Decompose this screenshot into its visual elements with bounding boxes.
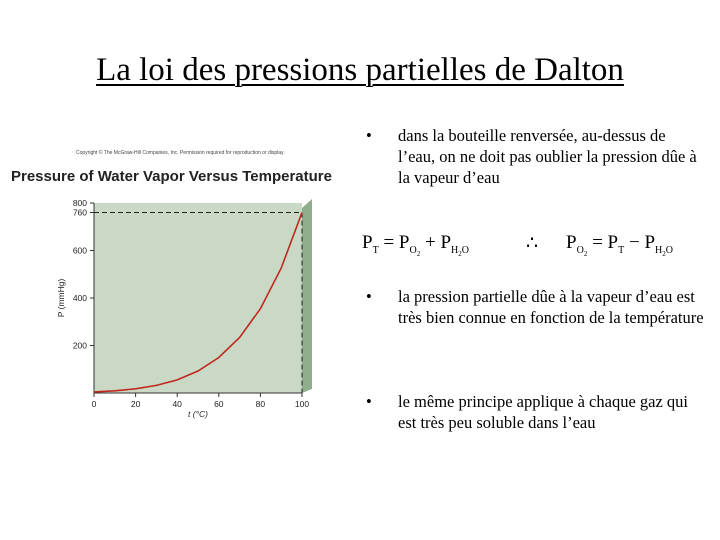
y-tick-label: 600 (72, 245, 87, 256)
dalton-equation (362, 232, 712, 266)
equation-right: $P_{O_2} = P_T - P_{H_2O}$ (566, 232, 673, 258)
vapor-pressure-chart (8, 146, 360, 426)
y-axis-label: P (mmHg) (56, 278, 66, 318)
x-tick-label: 40 (172, 399, 182, 409)
x-tick-label: 20 (130, 399, 141, 409)
slide-title-text: La loi des pressions partielles de Dalton (96, 52, 624, 88)
bullet-marker: • (366, 392, 372, 411)
y-tick-label: 800 (72, 198, 87, 208)
bullet-text: dans la bouteille renversée, au-dessus de l’eau, on ne doit pas oublier la pression dûe à la vapeur d’eau (398, 126, 697, 187)
x-tick-label: 100 (294, 399, 310, 409)
y-tick-label: 760 (72, 207, 87, 218)
bullet-item (366, 286, 706, 328)
bullet-marker: • (366, 287, 372, 306)
equation-left: $P_T = P_{O_2} + P_{H_2O}$ (362, 232, 469, 258)
x-axis-label: t (°C) (188, 409, 208, 419)
bullet-text: la pression partielle dûe à la vapeur d’eau est très bien connue en fonction de la température (398, 287, 704, 327)
y-tick-label: 200 (72, 340, 87, 351)
bullet-item (366, 125, 706, 188)
slide-title (0, 50, 720, 90)
therefore-symbol: ∴ (526, 233, 539, 254)
y-tick-label: 400 (72, 293, 87, 303)
bullet-marker: • (366, 126, 372, 145)
water-vapor-figure (8, 146, 360, 426)
plot-background (94, 203, 302, 393)
figure-title: Pressure of Water Vapor Versus Temperature (11, 168, 332, 185)
x-tick-label: 60 (214, 399, 224, 409)
figure-copyright: Copyright © The McGraw-Hill Companies, Inc. Permission required for reproduction or display. (76, 150, 285, 156)
x-tick-label: 0 (91, 399, 97, 409)
x-tick-label: 80 (255, 399, 266, 409)
bullet-text: le même principe applique à chaque gaz qui est très peu soluble dans l’eau (398, 392, 688, 432)
plot-side-panel (302, 199, 312, 393)
bullet-item (366, 391, 706, 433)
